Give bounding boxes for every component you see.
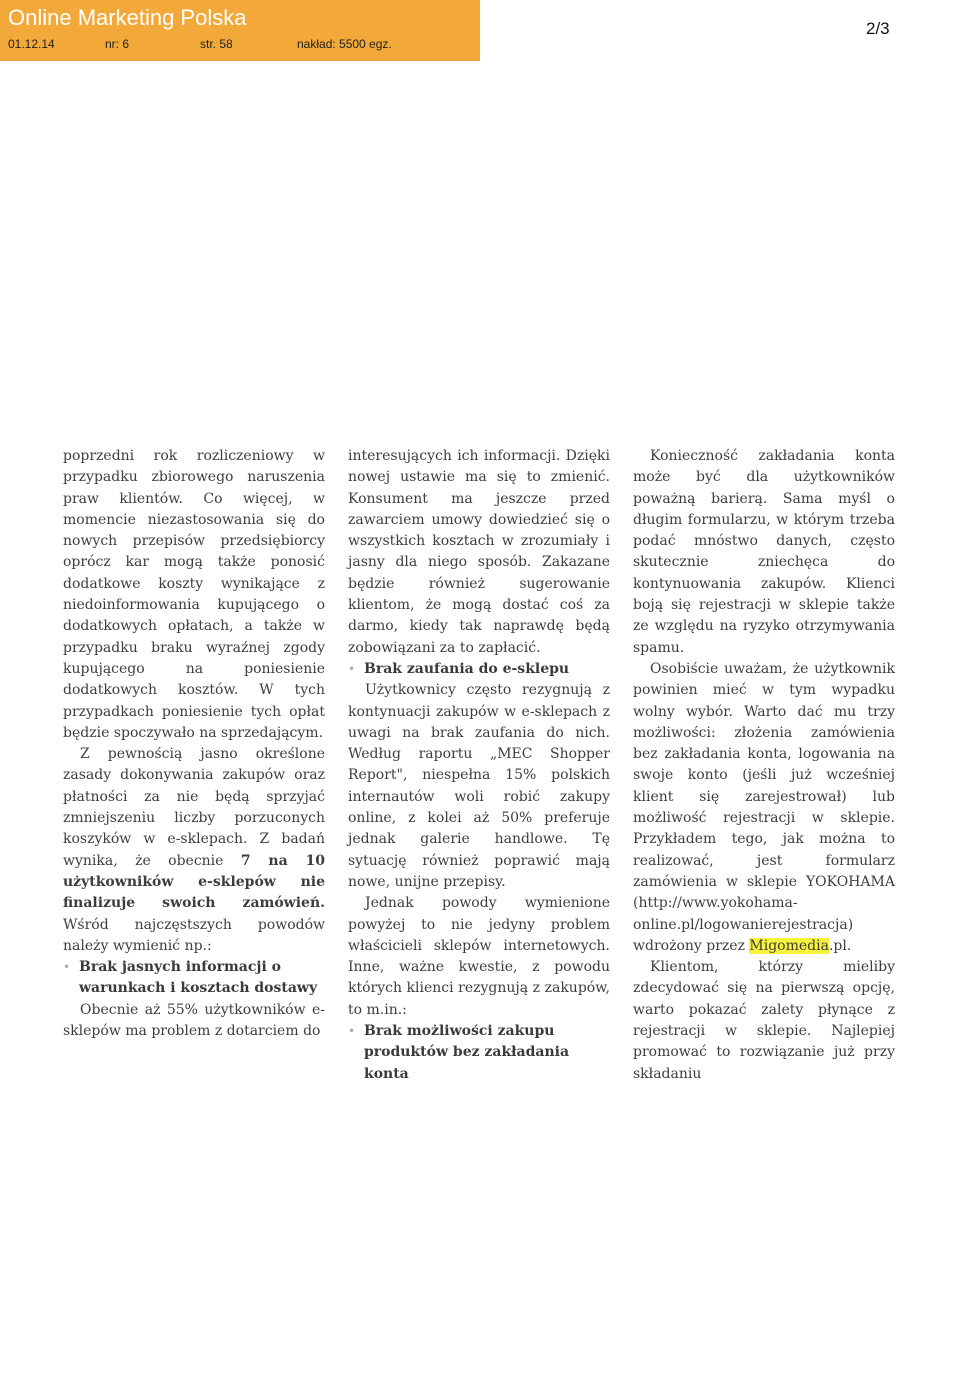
paragraph: Użytkownicy często rezygnują z kontynuacji zakupów w e-sklepach z uwagi na brak zaufania do nich. Według raportu „MEC Shopper Report", niespełna 15% polskich internautów woli robić zakupy online, z kolei aż 50% preferuje jednak galerie handlowe. Tę sytuację również poprawić mają nowe, unijne przepisy.: [348, 682, 610, 890]
bullet-heading: [348, 1021, 610, 1085]
bullet-icon: •: [63, 960, 71, 975]
bullet-heading-text: Brak jasnych informacji o warunkach i kosztach dostawy: [79, 959, 318, 997]
paragraph-text: Z pewnością jasno określone zasady dokonywania zakupów oraz płatności za nie będą sprzyjać zmniejszeniu liczby porzuconych koszyków w e-sklepach. Z badań wynika, że obecnie: [63, 746, 325, 869]
paragraph: [633, 659, 895, 957]
bullet-heading-text: Brak zaufania do e-sklepu: [364, 660, 570, 677]
article-column-1: [63, 446, 325, 1042]
paragraph: interesujących ich informacji. Dzięki nowej ustawie ma się to zmienić. Konsument ma jeszcze przed zawarciem umowy dowiedzieć się o wszystkich kosztach w zrozumiały i jasny dla niego sposób. Zakazane będzie również sugerowanie klientom, że mogą dostać coś za darmo, kiedy tak naprawdę będą zobowiązani za to zapłacić.: [348, 448, 610, 656]
emphasized-text: 7 na 10 użytkowników e-sklepów nie finalizuje swoich zamówień.: [63, 852, 325, 912]
publication-title: Online Marketing Polska: [8, 5, 247, 30]
bullet-icon: •: [348, 661, 356, 676]
paragraph-text: Wśród najczęstszych powodów należy wymienić np.:: [63, 916, 325, 954]
page-counter: 2/3: [866, 19, 890, 38]
bullet-heading-text: Brak możliwości zakupu produktów bez zakładania konta: [364, 1023, 570, 1082]
bullet-heading: [63, 957, 325, 1000]
paragraph: Konieczność zakładania konta może być dla użytkowników poważną barierą. Sama myśl o długim formularzu, w którym trzeba podać mnóstwo danych, często skutecznie zniechęca do kontynuowania zakupów. Klienci boją się rejestracji w sklepie także ze względu na ryzyko otrzymywania spamu.: [633, 448, 895, 656]
paragraph: Klientom, którzy mieliby zdecydować się na pierwszą opcję, warto pokazać zalety płynące z rejestracji w sklepie. Najlepiej promować to rozwiązanie już przy składaniu: [633, 959, 895, 1082]
issue-date: 01.12.14: [8, 37, 55, 51]
page-number: str. 58: [200, 37, 233, 51]
circulation: nakład: 5500 egz.: [297, 37, 392, 51]
article-column-2: [348, 446, 610, 1085]
issue-number: nr: 6: [105, 37, 130, 51]
paragraph-text: .pl.: [828, 937, 852, 954]
publication-header: [0, 0, 480, 61]
paragraph: poprzedni rok rozliczeniowy w przypadku zbiorowego naruszenia praw klientów. Co więcej, w momencie niezastosowania się do nowych przepisów przedsiębiorcy oprócz kar mogą także ponosić dodatkowe koszty wynikające z niedoinformowania kupującego o dodatkowych opłatach, a także w przypadku braku wyraźnej zgody kupującego na poniesienie dodatkowych kosztów. W tych przypadkach poniesienie tych opłat będzie spoczywało na sprzedającym.: [63, 448, 325, 741]
paragraph: Jednak powody wymienione powyżej to nie jedyny problem właścicieli sklepów internetowych. Inne, ważne kwestie, z powodu których klienci rezygnują z zakupów, to m.in.:: [348, 895, 610, 1018]
paragraph: [63, 744, 325, 957]
article-column-3: [633, 446, 895, 1085]
highlighted-brand: Migomedia: [749, 937, 829, 954]
paragraph: Obecnie aż 55% użytkowników e-sklepów ma problem z dotarciem do: [63, 1001, 325, 1040]
bullet-icon: •: [348, 1024, 356, 1039]
paragraph-text: Osobiście uważam, że użytkownik powinien mieć w tym wypadku wolny wybór. Warto dać mu trzy możliwości: złożenia zamówienia bez zakładania konta, logowania na swoje konto (jeśli już wcześniej klient się zarejestrował) lub możliwość rejestracji w sklepie. Przykładem tego, jak można to realizować, jest formularz zamówienia w sklepie YOKOHAMA (http://www.yokohama-online.pl/logowanierejestracja) wdrożony przez: [633, 660, 895, 954]
bullet-heading: [348, 659, 610, 680]
